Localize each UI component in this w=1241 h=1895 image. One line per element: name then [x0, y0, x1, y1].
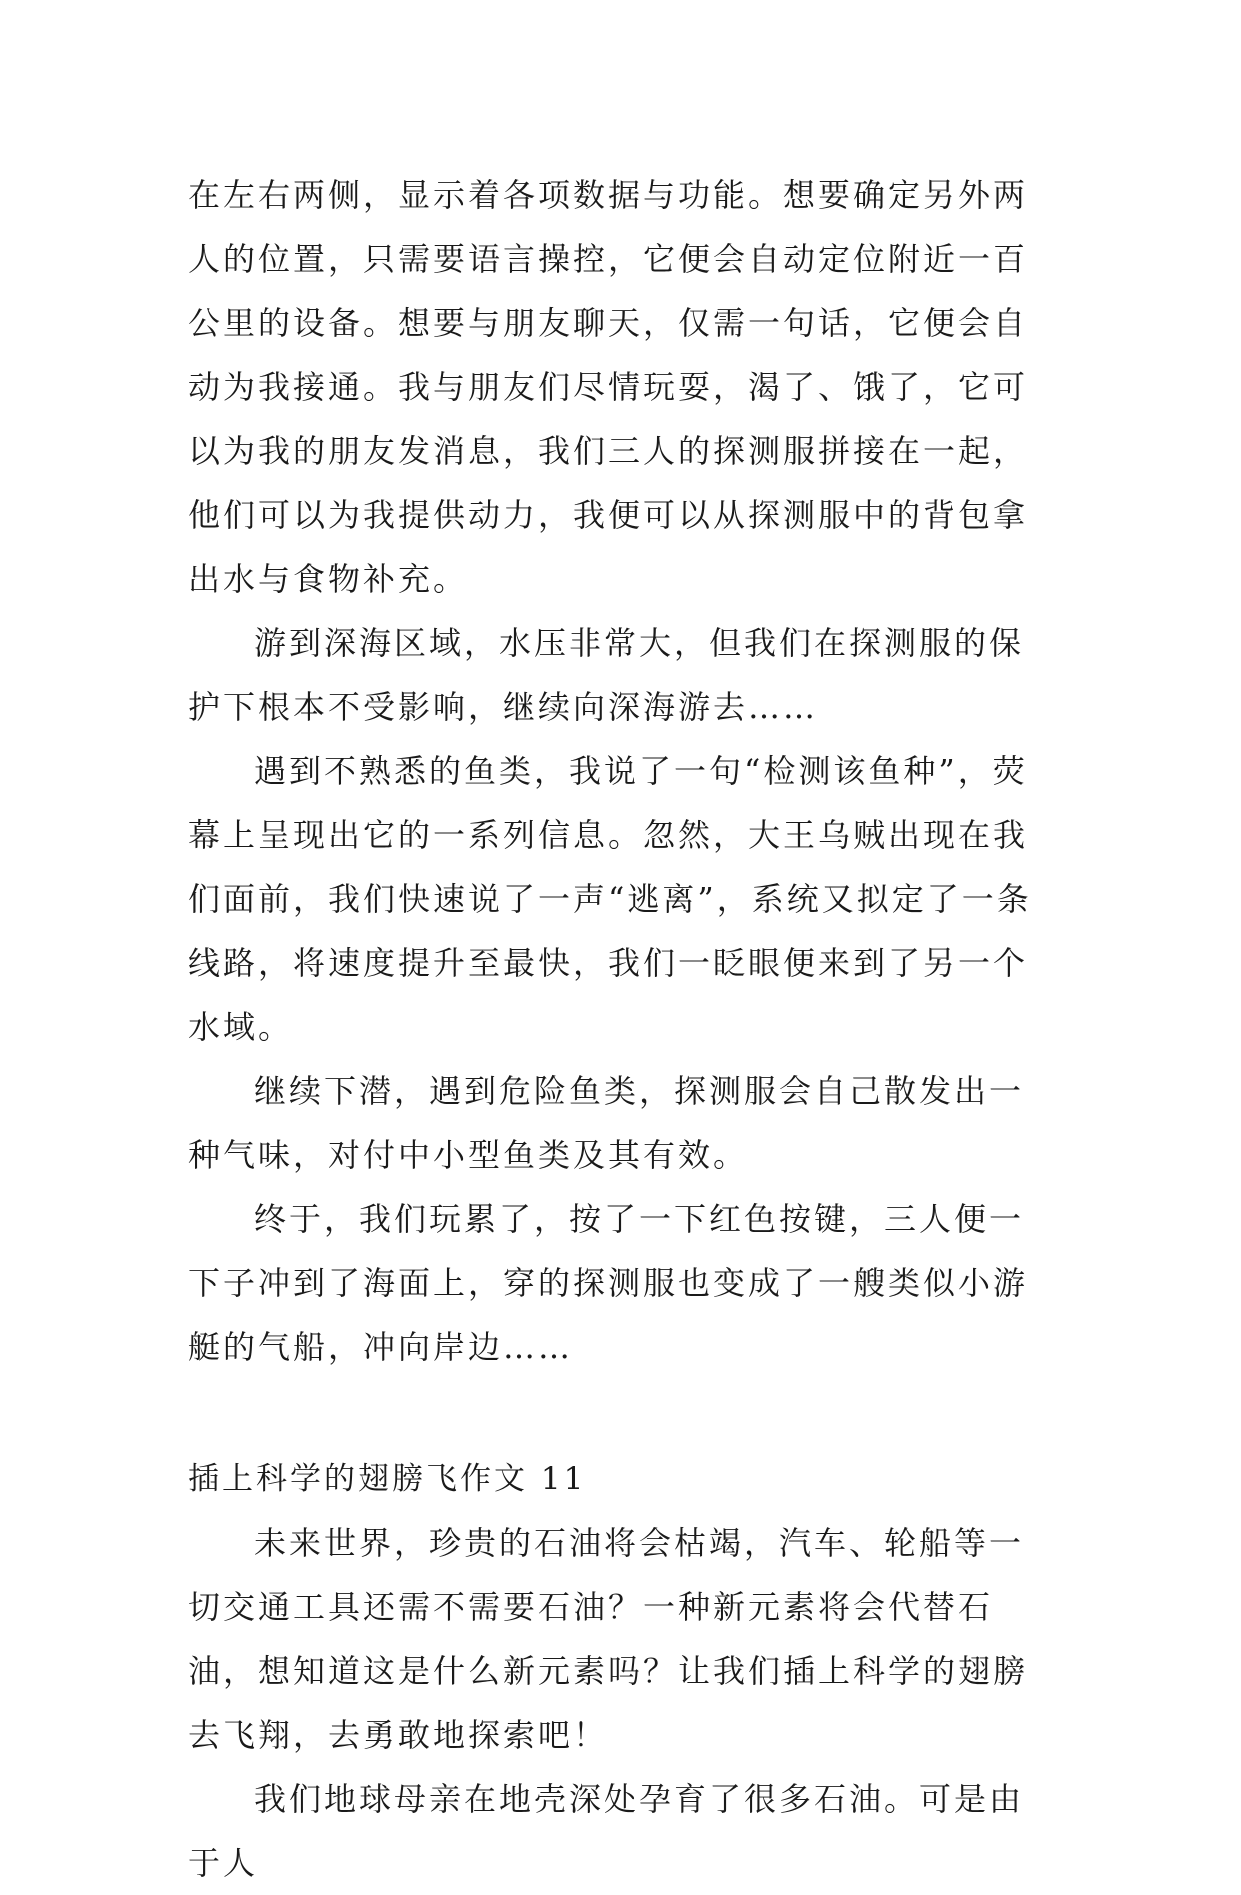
paragraph: 在左右两侧，显示着各项数据与功能。想要确定另外两人的位置，只需要语言操控，它便会自动定位附近一百公里的设备。想要与朋友聊天，仅需一句话，它便会自动为我接通。我与朋友们尽情玩耍，渴了、饿了，它可以为我的朋友发消息，我们三人的探测服拼接在一起，他们可以为我提供动力，我便可以从探测服中的背包拿出水与食物补充。 — [188, 176, 1029, 598]
paragraph: 终于，我们玩累了，按了一下红色按键，三人便一下子冲到了海面上，穿的探测服也变成了一艘类似小游艇的气船，冲向岸边…… — [188, 1200, 1029, 1366]
paragraph: 游到深海区域，水压非常大，但我们在探测服的保护下根本不受影响，继续向深海游去…… — [188, 624, 1025, 726]
document-body — [188, 163, 1058, 1895]
paragraph: 继续下潜，遇到危险鱼类，探测服会自己散发出一种气味，对付中小型鱼类及其有效。 — [188, 1072, 1025, 1174]
section-title: 插上科学的翅膀飞作文 11 — [188, 1461, 587, 1497]
paragraph: 未来世界，珍贵的石油将会枯竭，汽车、轮船等一切交通工具还需不需要石油？一种新元素将会代替石油，想知道这是什么新元素吗？让我们插上科学的翅膀去飞翔，去勇敢地探索吧！ — [188, 1524, 1029, 1754]
paragraph: 遇到不熟悉的鱼类，我说了一句“检测该鱼种”，荧幕上呈现出它的一系列信息。忽然，大王乌贼出现在我们面前，我们快速说了一声“逃离”，系统又拟定了一条线路，将速度提升至最快，我们一眨眼便来到了另一个水域。 — [188, 752, 1032, 1046]
paragraph: 我们地球母亲在地壳深处孕育了很多石油。可是由于人 — [188, 1780, 1025, 1882]
